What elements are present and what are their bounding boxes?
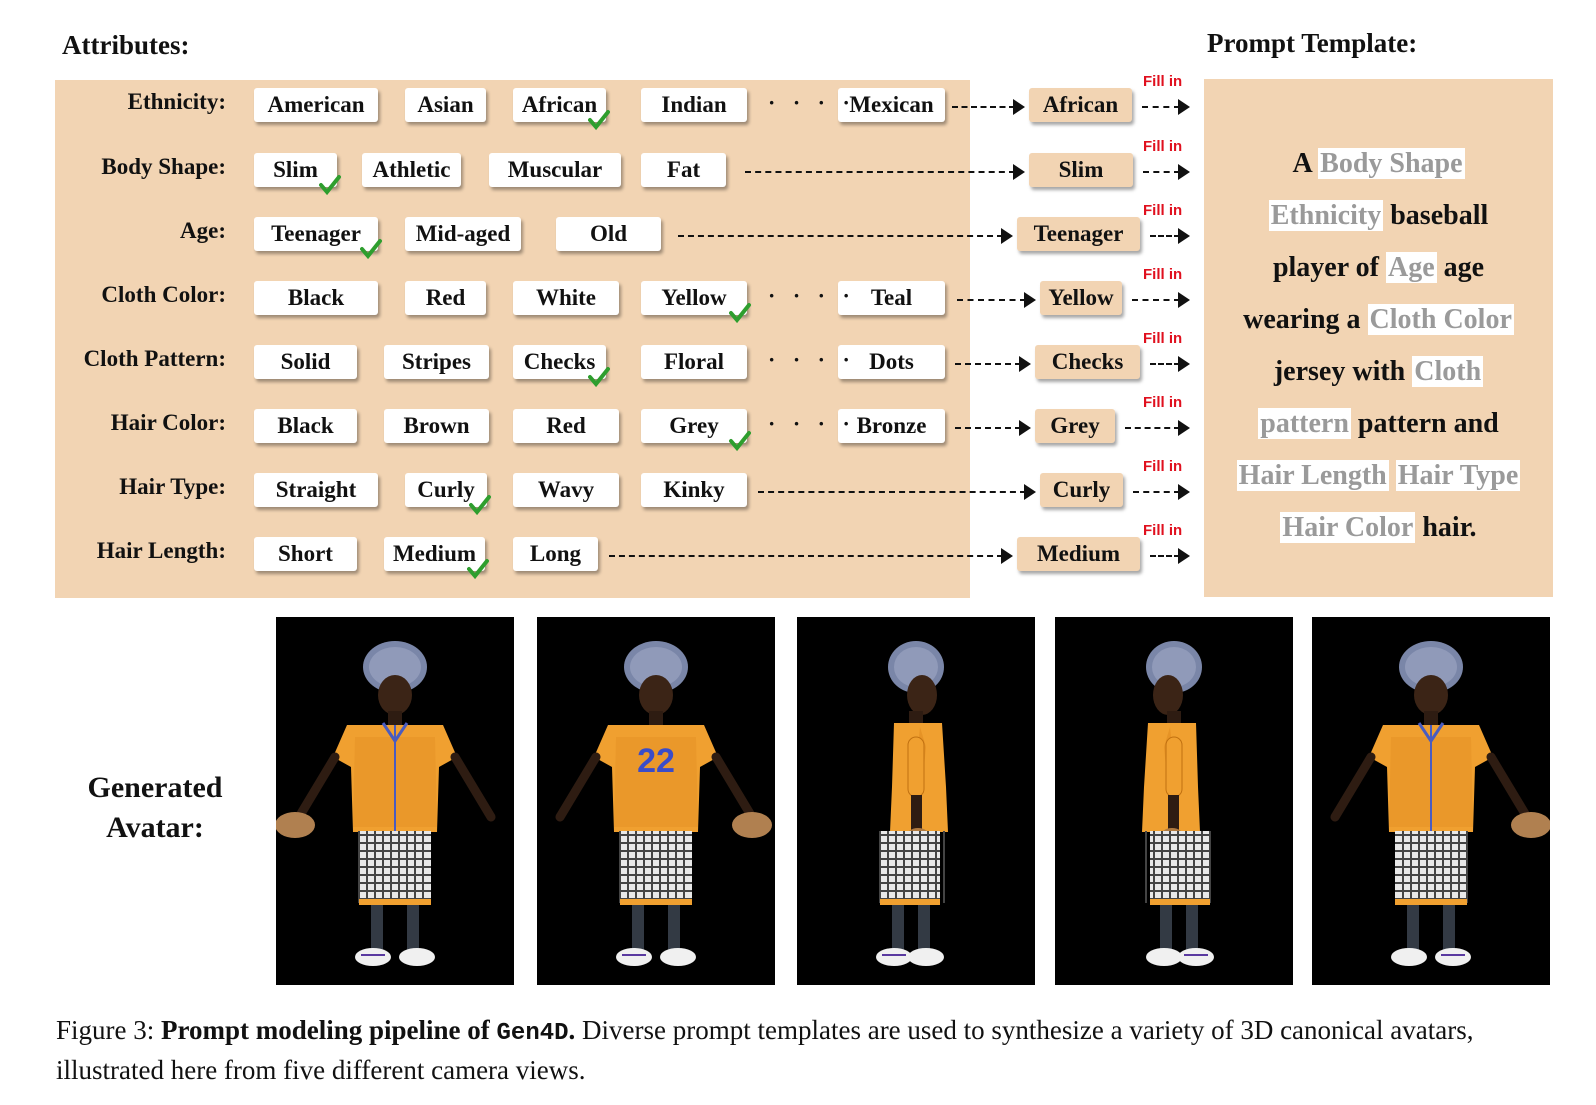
ellipsis: · · · · bbox=[768, 283, 856, 308]
option-chip[interactable]: White bbox=[513, 281, 619, 315]
option-chip[interactable]: Black bbox=[254, 281, 378, 315]
connector-line bbox=[1150, 555, 1180, 557]
prompt-template-heading: Prompt Template: bbox=[1207, 28, 1418, 58]
fill-in-label: Fill in bbox=[1143, 330, 1183, 347]
caption-body: Diverse prompt templates are used to synthesize a variety of 3D canonical avatars, illustrated here from five different camera views. bbox=[56, 1015, 1474, 1085]
option-chip[interactable]: Medium bbox=[384, 537, 485, 571]
selected-value-chip: Medium bbox=[1017, 537, 1140, 571]
option-chip[interactable]: Brown bbox=[384, 409, 489, 443]
attribute-label: Cloth Pattern: bbox=[83, 346, 226, 371]
arrow-icon bbox=[1178, 548, 1190, 564]
attribute-label: Hair Type: bbox=[119, 474, 226, 499]
checkmark-icon bbox=[360, 238, 382, 260]
fill-in-label: Fill in bbox=[1143, 138, 1183, 155]
ellipsis: · · · · bbox=[768, 411, 856, 436]
option-chip[interactable]: Red bbox=[513, 409, 619, 443]
arrow-icon bbox=[1024, 484, 1036, 500]
arrow-icon bbox=[1178, 420, 1190, 436]
prompt-word: wearing a bbox=[1243, 304, 1361, 335]
arrow-icon bbox=[1019, 420, 1031, 436]
slot-age: Age bbox=[1387, 252, 1435, 283]
checkmark-icon bbox=[588, 109, 610, 131]
checkmark-icon bbox=[319, 174, 341, 196]
option-chip[interactable]: Indian bbox=[641, 88, 747, 122]
option-chip[interactable]: American bbox=[254, 88, 378, 122]
avatar-figure bbox=[1312, 617, 1550, 985]
checkmark-icon bbox=[729, 302, 751, 324]
option-chip[interactable]: Old bbox=[556, 217, 661, 251]
slot-hair-length: Hair Length bbox=[1238, 460, 1387, 491]
option-chip[interactable]: Grey bbox=[641, 409, 747, 443]
connector-line bbox=[955, 363, 1021, 365]
arrow-icon bbox=[1178, 356, 1190, 372]
connector-line bbox=[1142, 106, 1180, 108]
avatar-view bbox=[797, 617, 1035, 985]
connector-line bbox=[609, 555, 1003, 557]
option-chip[interactable]: Mid-aged bbox=[405, 217, 521, 251]
connector-line bbox=[1133, 491, 1180, 493]
connector-line bbox=[952, 106, 1015, 108]
option-chip[interactable]: Solid bbox=[254, 345, 357, 379]
fill-in-label: Fill in bbox=[1143, 266, 1183, 283]
option-chip[interactable]: Mexican bbox=[838, 88, 945, 122]
fill-in-label: Fill in bbox=[1143, 73, 1183, 90]
arrow-icon bbox=[1001, 548, 1013, 564]
arrow-icon bbox=[1178, 484, 1190, 500]
prompt-word: pattern and bbox=[1357, 408, 1499, 439]
attribute-label: Body Shape: bbox=[101, 154, 226, 179]
arrow-icon bbox=[1178, 99, 1190, 115]
attribute-label: Cloth Color: bbox=[101, 282, 226, 307]
avatar-view bbox=[537, 617, 775, 985]
attribute-label: Age: bbox=[180, 218, 226, 243]
attribute-label: Ethnicity: bbox=[127, 89, 226, 114]
option-chip[interactable]: Athletic bbox=[362, 153, 461, 187]
slot-pattern: pattern bbox=[1260, 408, 1349, 439]
avatar-figure bbox=[537, 617, 775, 985]
option-chip[interactable]: Fat bbox=[641, 153, 726, 187]
option-chip[interactable]: Curly bbox=[405, 473, 487, 507]
checkmark-icon bbox=[729, 430, 751, 452]
avatar-view bbox=[1312, 617, 1550, 985]
avatar-view bbox=[276, 617, 514, 985]
prompt-word: A bbox=[1292, 148, 1312, 179]
slot-hair-type: Hair Type bbox=[1397, 460, 1519, 491]
connector-line bbox=[957, 299, 1026, 301]
figure-caption bbox=[56, 1012, 1556, 1088]
avatar-figure bbox=[1055, 617, 1293, 985]
selected-value-chip: African bbox=[1029, 88, 1132, 122]
selected-value-chip: Slim bbox=[1029, 153, 1133, 187]
slot-cloth: Cloth bbox=[1414, 356, 1482, 387]
slot-hair-color: Hair Color bbox=[1282, 512, 1414, 543]
arrow-icon bbox=[1178, 292, 1190, 308]
connector-line bbox=[1150, 363, 1180, 365]
prompt-word: jersey with bbox=[1273, 356, 1406, 387]
checkmark-icon bbox=[467, 558, 489, 580]
slot-body-shape: Body Shape bbox=[1320, 148, 1463, 179]
avatar-view bbox=[1055, 617, 1293, 985]
selected-value-chip: Grey bbox=[1035, 409, 1115, 443]
arrow-icon bbox=[1013, 99, 1025, 115]
selected-value-chip: Checks bbox=[1035, 345, 1140, 379]
connector-line bbox=[1132, 299, 1180, 301]
connector-line bbox=[955, 427, 1021, 429]
arrow-icon bbox=[1178, 164, 1190, 180]
option-chip[interactable]: Muscular bbox=[489, 153, 621, 187]
connector-line bbox=[1143, 171, 1180, 173]
attribute-label: Hair Length: bbox=[96, 538, 226, 563]
prompt-word: player of bbox=[1272, 252, 1379, 283]
ellipsis: · · · · bbox=[768, 90, 856, 115]
connector-line bbox=[1150, 235, 1180, 237]
fill-in-label: Fill in bbox=[1143, 458, 1183, 475]
caption-bold-end: . bbox=[568, 1015, 576, 1045]
avatar-figure bbox=[276, 617, 514, 985]
option-chip[interactable]: Stripes bbox=[384, 345, 489, 379]
connector-line bbox=[745, 171, 1015, 173]
option-chip[interactable]: Teal bbox=[838, 281, 945, 315]
selected-value-chip: Yellow bbox=[1040, 281, 1122, 315]
option-chip[interactable]: Bronze bbox=[838, 409, 945, 443]
option-chip[interactable]: Dots bbox=[838, 345, 945, 379]
connector-line bbox=[678, 235, 1003, 237]
prompt-word: hair. bbox=[1422, 512, 1477, 543]
generated-avatar-label bbox=[70, 768, 240, 848]
selected-value-chip: Curly bbox=[1040, 473, 1123, 507]
option-chip[interactable]: Red bbox=[405, 281, 486, 315]
fill-in-label: Fill in bbox=[1143, 202, 1183, 219]
ellipsis: · · · · bbox=[768, 347, 856, 372]
avatar-figure bbox=[797, 617, 1035, 985]
selected-value-chip: Teenager bbox=[1017, 217, 1140, 251]
arrow-icon bbox=[1013, 164, 1025, 180]
caption-bold: Prompt modeling pipeline of bbox=[161, 1015, 497, 1045]
checkmark-icon bbox=[469, 494, 491, 516]
attribute-label: Hair Color: bbox=[110, 410, 226, 435]
option-chip[interactable]: Straight bbox=[254, 473, 378, 507]
prompt-word: baseball bbox=[1390, 200, 1489, 231]
arrow-icon bbox=[1019, 356, 1031, 372]
option-chip[interactable]: Floral bbox=[641, 345, 747, 379]
option-chip[interactable]: Wavy bbox=[513, 473, 619, 507]
attributes-heading: Attributes: bbox=[62, 30, 190, 60]
arrow-icon bbox=[1024, 292, 1036, 308]
option-chip[interactable]: Kinky bbox=[641, 473, 747, 507]
arrow-icon bbox=[1001, 228, 1013, 244]
option-chip[interactable]: Long bbox=[513, 537, 598, 571]
option-chip[interactable]: Teenager bbox=[254, 217, 378, 251]
generated-avatar-line1: Generated bbox=[87, 771, 223, 804]
fill-in-label: Fill in bbox=[1143, 394, 1183, 411]
jersey-number: 22 bbox=[637, 742, 675, 780]
generated-avatar-line2: Avatar: bbox=[106, 811, 204, 844]
option-chip[interactable]: Black bbox=[254, 409, 357, 443]
slot-ethnicity: Ethnicity bbox=[1270, 200, 1382, 231]
option-chip[interactable]: Short bbox=[254, 537, 357, 571]
checkmark-icon bbox=[588, 366, 610, 388]
option-chip[interactable]: Asian bbox=[405, 88, 486, 122]
option-chip[interactable]: Yellow bbox=[641, 281, 747, 315]
fill-in-label: Fill in bbox=[1143, 522, 1183, 539]
option-chip[interactable]: Slim bbox=[254, 153, 337, 187]
prompt-word: age bbox=[1443, 252, 1485, 283]
connector-line bbox=[758, 491, 1026, 493]
option-chip[interactable]: African bbox=[513, 88, 606, 122]
caption-method-name: Gen4D bbox=[496, 1020, 569, 1047]
caption-prefix: Figure 3: bbox=[56, 1015, 161, 1045]
slot-cloth-color: Cloth Color bbox=[1369, 304, 1512, 335]
arrow-icon bbox=[1178, 228, 1190, 244]
option-chip[interactable]: Checks bbox=[513, 345, 606, 379]
connector-line bbox=[1125, 427, 1180, 429]
prompt-template-text bbox=[1204, 138, 1553, 554]
